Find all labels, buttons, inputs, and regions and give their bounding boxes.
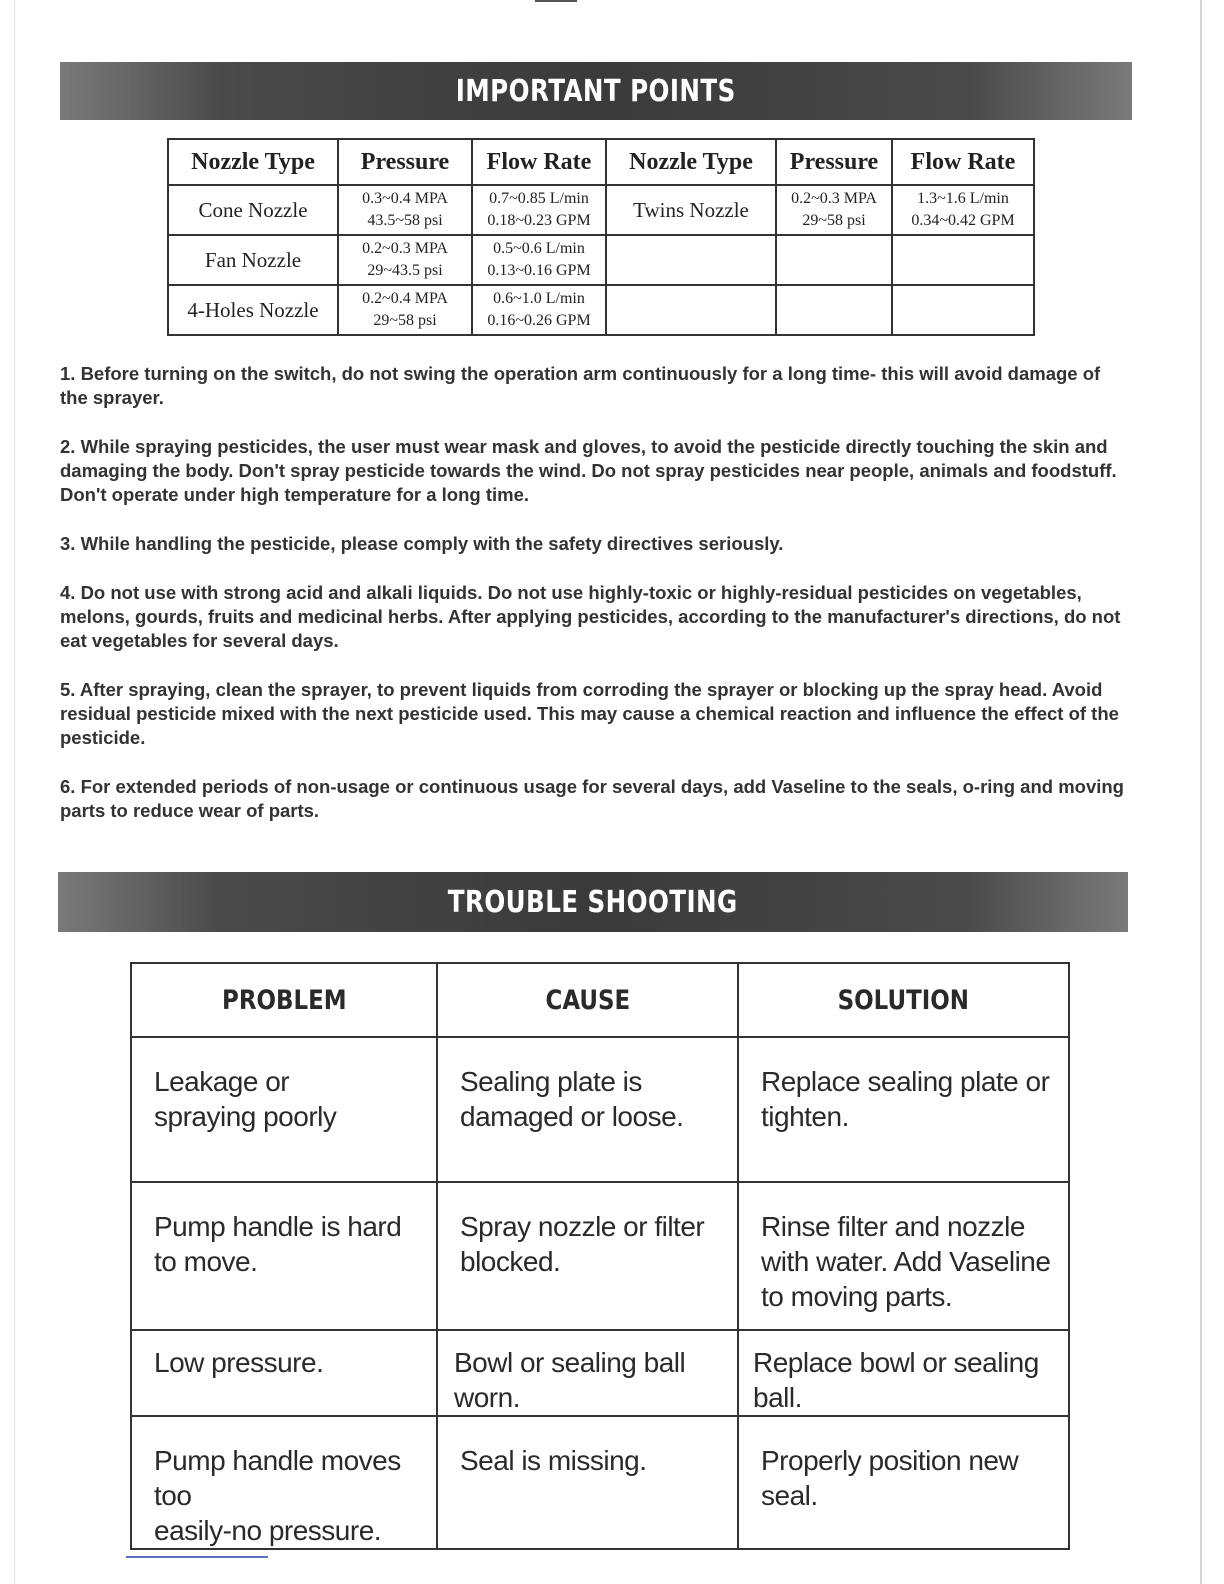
scan-mark [535, 0, 577, 2]
scan-underline-mark [126, 1556, 268, 1558]
solution-cell: Replace sealing plate or tighten. [738, 1037, 1069, 1182]
header-flow-rate: Flow Rate [472, 139, 606, 185]
solution-cell: Rinse filter and nozzle with water. Add Vaseline to moving parts. [738, 1182, 1069, 1330]
point-4: 4. Do not use with strong acid and alkali liquids. Do not use highly-toxic or highly-residual pesticides on vegetables, melons, gourds, fruits and medicinal herbs. After applying pesticides, according to the manufacturer's directions, do not eat vegetables for several days. [60, 582, 1121, 651]
header-cause [437, 963, 738, 1037]
point-1: 1. Before turning on the switch, do not swing the operation arm continuously for a long time- this will avoid damage of the sprayer. [60, 363, 1101, 408]
header-nozzle-type-2: Nozzle Type [606, 139, 776, 185]
solution-cell: Properly position new seal. [738, 1416, 1069, 1549]
pressure-cell: 0.2~0.3 MPA 29~43.5 psi [338, 235, 472, 285]
flow-rate-cell: 1.3~1.6 L/min 0.34~0.42 GPM [892, 185, 1034, 235]
header-solution [738, 963, 1069, 1037]
trouble-shooting-banner [58, 872, 1128, 932]
empty-cell [776, 235, 892, 285]
point-6: 6. For extended periods of non-usage or continuous usage for several days, add Vaseline to the seals, o-ring and moving parts to reduce wear of parts. [60, 776, 1124, 821]
header-nozzle-type: Nozzle Type [168, 139, 338, 185]
point-2: 2. While spraying pesticides, the user must wear mask and gloves, to avoid the pesticide directly touching the skin and damaging the body. Don't spray pesticide towards the wind. Do not spray pesticides near people, animals and foodstuff. Don't operate under high temperature for a long time. [60, 436, 1117, 505]
cause-cell: Spray nozzle or filter blocked. [437, 1182, 738, 1330]
problem-cell: Leakage or spraying poorly [131, 1037, 437, 1182]
empty-cell [892, 235, 1034, 285]
nozzle-type-cell: 4-Holes Nozzle [168, 285, 338, 335]
problem-cell: Low pressure. [131, 1330, 437, 1416]
table-row [131, 1416, 1069, 1549]
pressure-cell: 0.2~0.3 MPA 29~58 psi [776, 185, 892, 235]
nozzle-type-cell: Fan Nozzle [168, 235, 338, 285]
empty-cell [606, 285, 776, 335]
flow-rate-cell: 0.7~0.85 L/min 0.18~0.23 GPM [472, 185, 606, 235]
header-cause-label: CAUSE [545, 984, 630, 1016]
nozzle-type-cell: Twins Nozzle [606, 185, 776, 235]
header-pressure: Pressure [338, 139, 472, 185]
nozzle-table-header-row [168, 139, 1034, 185]
point-3: 3. While handling the pesticide, please comply with the safety directives seriously. [60, 533, 784, 554]
cause-cell: Sealing plate is damaged or loose. [437, 1037, 738, 1182]
header-solution-label: SOLUTION [837, 984, 970, 1016]
nozzle-specs-table [167, 138, 1035, 336]
solution-cell: Replace bowl or sealing ball. [738, 1330, 1069, 1416]
table-row [168, 235, 1034, 285]
cause-cell: Seal is missing. [437, 1416, 738, 1549]
table-row [131, 1182, 1069, 1330]
cause-cell: Bowl or sealing ball worn. [437, 1330, 738, 1416]
page-edge-right [1200, 0, 1202, 1584]
table-row [131, 1330, 1069, 1416]
trouble-shooting-table [130, 962, 1070, 1550]
empty-cell [892, 285, 1034, 335]
flow-rate-cell: 0.5~0.6 L/min 0.13~0.16 GPM [472, 235, 606, 285]
problem-cell: Pump handle moves too easily-no pressure. [131, 1416, 437, 1549]
trouble-shooting-title: TROUBLE SHOOTING [448, 884, 738, 920]
pressure-cell: 0.2~0.4 MPA 29~58 psi [338, 285, 472, 335]
header-pressure-2: Pressure [776, 139, 892, 185]
header-problem-label: PROBLEM [221, 984, 347, 1016]
header-problem [131, 963, 437, 1037]
header-flow-rate-2: Flow Rate [892, 139, 1034, 185]
trouble-table-header-row [131, 963, 1069, 1037]
flow-rate-cell: 0.6~1.0 L/min 0.16~0.26 GPM [472, 285, 606, 335]
empty-cell [606, 235, 776, 285]
table-row [168, 185, 1034, 235]
empty-cell [776, 285, 892, 335]
problem-cell: Pump handle is hard to move. [131, 1182, 437, 1330]
point-5: 5. After spraying, clean the sprayer, to prevent liquids from corroding the sprayer or blocking up the spray head. Avoid residual pesticide mixed with the next pesticide used. This may cause a chemical reaction and influence the effect of the pesticide. [60, 679, 1119, 748]
table-row [168, 285, 1034, 335]
important-points-title: IMPORTANT POINTS [455, 73, 737, 109]
table-row [131, 1037, 1069, 1182]
nozzle-type-cell: Cone Nozzle [168, 185, 338, 235]
important-points-banner [60, 62, 1132, 120]
page-edge-left [14, 0, 15, 1584]
important-points-list [60, 362, 1130, 848]
pressure-cell: 0.3~0.4 MPA 43.5~58 psi [338, 185, 472, 235]
